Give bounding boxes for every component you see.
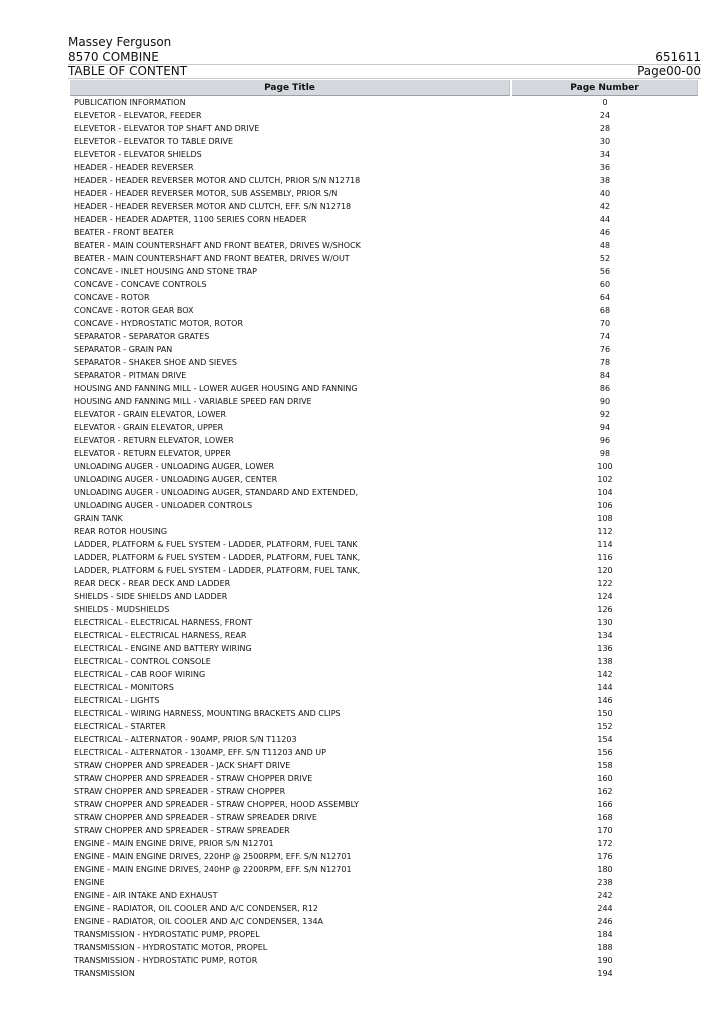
toc-row-title[interactable]: ELEVATOR - GRAIN ELEVATOR, LOWER — [74, 410, 227, 419]
toc-row[interactable] — [70, 434, 698, 447]
toc-row-page[interactable]: 184 — [597, 930, 613, 939]
toc-row[interactable] — [70, 785, 698, 798]
toc-row-title[interactable]: ELECTRICAL - WIRING HARNESS, MOUNTING BRACKETS AND CLIPS — [74, 709, 341, 718]
toc-row-title[interactable]: HOUSING AND FANNING MILL - LOWER AUGER HOUSING AND FANNING — [74, 384, 358, 393]
toc-row-page[interactable]: 102 — [597, 475, 613, 484]
toc-row[interactable] — [70, 915, 698, 928]
toc-row[interactable] — [70, 291, 698, 304]
toc-row[interactable] — [70, 239, 698, 252]
toc-row[interactable] — [70, 525, 698, 538]
toc-row-page[interactable]: 74 — [599, 332, 611, 341]
toc-row-page[interactable]: 86 — [599, 384, 611, 393]
toc-row-page[interactable]: 144 — [597, 683, 613, 692]
toc-row-page[interactable]: 0 — [602, 98, 608, 107]
toc-row[interactable] — [70, 954, 698, 967]
toc-row[interactable] — [70, 850, 698, 863]
toc-row[interactable] — [70, 876, 698, 889]
toc-row[interactable] — [70, 382, 698, 395]
toc-row-title[interactable]: ELEVETOR - ELEVATOR TO TABLE DRIVE — [74, 137, 234, 146]
toc-row-title[interactable]: TRANSMISSION - HYDROSTATIC PUMP, PROPEL — [74, 930, 260, 939]
toc-row-page[interactable]: 24 — [599, 111, 611, 120]
toc-row[interactable] — [70, 174, 698, 187]
column-header-title: Page Title — [70, 80, 510, 96]
toc-row-page[interactable]: 160 — [597, 774, 613, 783]
toc-row-page[interactable]: 48 — [599, 241, 611, 250]
toc-row-page[interactable]: 242 — [597, 891, 613, 900]
toc-row[interactable] — [70, 226, 698, 239]
toc-row-title[interactable]: ELECTRICAL - ENGINE AND BATTERY WIRING — [74, 644, 252, 653]
toc-row-title[interactable]: ELECTRICAL - CONTROL CONSOLE — [74, 657, 211, 666]
toc-row-page[interactable]: 114 — [597, 540, 613, 549]
toc-row-title[interactable]: ELEVATOR - RETURN ELEVATOR, UPPER — [74, 449, 231, 458]
toc-row-page[interactable]: 30 — [599, 137, 611, 146]
section-title: TABLE OF CONTENT — [68, 64, 188, 78]
toc-row[interactable] — [70, 200, 698, 213]
toc-row-title[interactable]: SEPARATOR - SHAKER SHOE AND SIEVES — [74, 358, 237, 367]
toc-row-page[interactable]: 90 — [599, 397, 611, 406]
toc-row-page[interactable]: 190 — [597, 956, 613, 965]
toc-row-title[interactable]: UNLOADING AUGER - UNLOADING AUGER, LOWER — [74, 462, 275, 471]
toc-row-title[interactable]: CONCAVE - CONCAVE CONTROLS — [74, 280, 207, 289]
toc-row-page[interactable]: 166 — [597, 800, 613, 809]
toc-row-page[interactable]: 158 — [597, 761, 613, 770]
toc-row-page[interactable]: 172 — [597, 839, 613, 848]
toc-row[interactable] — [70, 96, 698, 109]
toc-row-page[interactable]: 154 — [597, 735, 613, 744]
toc-row-title[interactable]: UNLOADING AUGER - UNLOADING AUGER, CENTER — [74, 475, 278, 484]
toc-row-page[interactable]: 130 — [597, 618, 613, 627]
toc-row-page[interactable]: 108 — [597, 514, 613, 523]
toc-row-page[interactable]: 38 — [599, 176, 611, 185]
toc-row-title[interactable]: STRAW CHOPPER AND SPREADER - STRAW CHOPPER, HOOD ASSEMBLY — [74, 800, 359, 809]
toc-row-page[interactable]: 92 — [599, 410, 611, 419]
toc-row-page[interactable]: 150 — [597, 709, 613, 718]
toc-row[interactable] — [70, 941, 698, 954]
toc-row[interactable] — [70, 317, 698, 330]
toc-row-page[interactable]: 96 — [599, 436, 611, 445]
toc-row[interactable] — [70, 148, 698, 161]
toc-row-title[interactable]: HEADER - HEADER REVERSER MOTOR AND CLUTCH, PRIOR S/N N12718 — [74, 176, 361, 185]
toc-row-page[interactable]: 98 — [599, 449, 611, 458]
toc-row-page[interactable]: 246 — [597, 917, 613, 926]
toc-row[interactable] — [70, 473, 698, 486]
toc-row-title[interactable]: ELEVATOR - GRAIN ELEVATOR, UPPER — [74, 423, 224, 432]
toc-row[interactable] — [70, 460, 698, 473]
toc-row-title[interactable]: LADDER, PLATFORM & FUEL SYSTEM - LADDER, PLATFORM, FUEL TANK — [74, 540, 358, 549]
toc-row-page[interactable]: 40 — [599, 189, 611, 198]
toc-row[interactable] — [70, 837, 698, 850]
toc-row-page[interactable]: 100 — [597, 462, 613, 471]
toc-row-page[interactable]: 176 — [597, 852, 613, 861]
toc-row[interactable] — [70, 642, 698, 655]
toc-row-title[interactable]: ELECTRICAL - STARTER — [74, 722, 166, 731]
toc-row-page[interactable]: 136 — [597, 644, 613, 653]
toc-row-title[interactable]: GRAIN TANK — [74, 514, 123, 523]
toc-row[interactable] — [70, 135, 698, 148]
page-indicator: Page00-00 — [637, 64, 701, 78]
toc-row-page[interactable]: 194 — [597, 969, 613, 978]
toc-row-title[interactable]: ENGINE - RADIATOR, OIL COOLER AND A/C CONDENSER, 134A — [74, 917, 324, 926]
toc-row-page[interactable]: 78 — [599, 358, 611, 367]
toc-row-title[interactable]: HEADER - HEADER REVERSER MOTOR AND CLUTCH, EFF. S/N N12718 — [74, 202, 352, 211]
toc-row[interactable] — [70, 278, 698, 291]
toc-row[interactable] — [70, 811, 698, 824]
toc-row-page[interactable]: 170 — [597, 826, 613, 835]
toc-row[interactable] — [70, 421, 698, 434]
toc-row[interactable] — [70, 681, 698, 694]
toc-row-page[interactable]: 162 — [597, 787, 613, 796]
toc-row[interactable] — [70, 707, 698, 720]
toc-row[interactable] — [70, 655, 698, 668]
section-divider — [68, 78, 701, 79]
toc-row-title[interactable]: STRAW CHOPPER AND SPREADER - JACK SHAFT DRIVE — [74, 761, 291, 770]
toc-row-title[interactable]: LADDER, PLATFORM & FUEL SYSTEM - LADDER, PLATFORM, FUEL TANK, — [74, 553, 361, 562]
toc-row[interactable] — [70, 395, 698, 408]
toc-row-title[interactable]: STRAW CHOPPER AND SPREADER - STRAW CHOPPER — [74, 787, 286, 796]
toc-row-title[interactable]: LADDER, PLATFORM & FUEL SYSTEM - LADDER, PLATFORM, FUEL TANK, — [74, 566, 361, 575]
toc-row-title[interactable]: ENGINE — [74, 878, 105, 887]
toc-row-title[interactable]: SHIELDS - SIDE SHIELDS AND LADDER — [74, 592, 228, 601]
toc-row-title[interactable]: HEADER - HEADER REVERSER MOTOR, SUB ASSEMBLY, PRIOR S/N — [74, 189, 338, 198]
toc-row-title[interactable]: ELECTRICAL - CAB ROOF WIRING — [74, 670, 206, 679]
toc-row[interactable] — [70, 512, 698, 525]
toc-row[interactable] — [70, 408, 698, 421]
toc-row[interactable] — [70, 551, 698, 564]
toc-body — [70, 96, 698, 980]
toc-row-title[interactable]: ENGINE - AIR INTAKE AND EXHAUST — [74, 891, 218, 900]
toc-row-page[interactable]: 34 — [599, 150, 611, 159]
toc-row-page[interactable]: 56 — [599, 267, 611, 276]
toc-row-title[interactable]: STRAW CHOPPER AND SPREADER - STRAW SPREADER DRIVE — [74, 813, 317, 822]
toc-row-title[interactable]: TRANSMISSION - HYDROSTATIC MOTOR, PROPEL — [74, 943, 268, 952]
toc-row-page[interactable]: 104 — [597, 488, 613, 497]
toc-row[interactable] — [70, 564, 698, 577]
toc-row[interactable] — [70, 122, 698, 135]
toc-row-page[interactable]: 36 — [599, 163, 611, 172]
toc-row-title[interactable]: REAR DECK - REAR DECK AND LADDER — [74, 579, 231, 588]
toc-row-page[interactable]: 146 — [597, 696, 613, 705]
toc-row[interactable] — [70, 538, 698, 551]
toc-row-title[interactable]: CONCAVE - HYDROSTATIC MOTOR, ROTOR — [74, 319, 244, 328]
toc-row[interactable] — [70, 109, 698, 122]
toc-row[interactable] — [70, 369, 698, 382]
toc-row[interactable] — [70, 447, 698, 460]
toc-row[interactable] — [70, 694, 698, 707]
toc-row-title[interactable]: CONCAVE - INLET HOUSING AND STONE TRAP — [74, 267, 257, 276]
column-header-page: Page Number — [512, 80, 698, 96]
toc-row-title[interactable]: SEPARATOR - GRAIN PAN — [74, 345, 173, 354]
toc-row[interactable] — [70, 603, 698, 616]
toc-row[interactable] — [70, 577, 698, 590]
toc-row-page[interactable]: 46 — [599, 228, 611, 237]
toc-row-page[interactable]: 244 — [597, 904, 613, 913]
toc-row-title[interactable]: ENGINE - MAIN ENGINE DRIVES, 220HP @ 2500RPM, EFF. S/N N12701 — [74, 852, 352, 861]
toc-row-page[interactable]: 64 — [599, 293, 611, 302]
toc-row-title[interactable]: ELEVATOR - RETURN ELEVATOR, LOWER — [74, 436, 234, 445]
toc-row-page[interactable]: 44 — [599, 215, 611, 224]
toc-row-page[interactable]: 120 — [597, 566, 613, 575]
toc-row-page[interactable]: 42 — [599, 202, 611, 211]
toc-row-page[interactable]: 116 — [597, 553, 613, 562]
toc-row-page[interactable]: 76 — [599, 345, 611, 354]
toc-row-title[interactable]: ELEVETOR - ELEVATOR TOP SHAFT AND DRIVE — [74, 124, 260, 133]
toc-row-title[interactable]: SHIELDS - MUDSHIELDS — [74, 605, 170, 614]
toc-row-title[interactable]: UNLOADING AUGER - UNLOADER CONTROLS — [74, 501, 253, 510]
toc-row[interactable] — [70, 616, 698, 629]
toc-row-page[interactable]: 152 — [597, 722, 613, 731]
toc-row-title[interactable]: ENGINE - RADIATOR, OIL COOLER AND A/C CONDENSER, R12 — [74, 904, 319, 913]
toc-row-page[interactable]: 156 — [597, 748, 613, 757]
toc-row-title[interactable]: TRANSMISSION - HYDROSTATIC PUMP, ROTOR — [74, 956, 258, 965]
toc-row-page[interactable]: 94 — [599, 423, 611, 432]
toc-row[interactable] — [70, 772, 698, 785]
toc-row-title[interactable]: ENGINE - MAIN ENGINE DRIVES, 240HP @ 2200RPM, EFF. S/N N12701 — [74, 865, 352, 874]
toc-row[interactable] — [70, 928, 698, 941]
toc-row-page[interactable]: 168 — [597, 813, 613, 822]
toc-row-title[interactable]: ELECTRICAL - ELECTRICAL HARNESS, FRONT — [74, 618, 253, 627]
toc-row-title[interactable]: SEPARATOR - PITMAN DRIVE — [74, 371, 187, 380]
toc-row-title[interactable]: ELEVETOR - ELEVATOR, FEEDER — [74, 111, 202, 120]
toc-row-page[interactable]: 112 — [597, 527, 613, 536]
toc-row[interactable] — [70, 902, 698, 915]
toc-row-page[interactable]: 124 — [597, 592, 613, 601]
toc-row[interactable] — [70, 759, 698, 772]
toc-row-title[interactable]: ELECTRICAL - LIGHTS — [74, 696, 160, 705]
toc-row-page[interactable]: 60 — [599, 280, 611, 289]
toc-row-title[interactable]: ENGINE - MAIN ENGINE DRIVE, PRIOR S/N N12701 — [74, 839, 274, 848]
brand-title: Massey Ferguson — [68, 35, 172, 49]
toc-row-title[interactable]: ELECTRICAL - MONITORS — [74, 683, 174, 692]
toc-header-row — [70, 80, 698, 96]
toc-row-title[interactable]: HEADER - HEADER ADAPTER, 1100 SERIES CORN HEADER — [74, 215, 307, 224]
toc-row[interactable] — [70, 330, 698, 343]
toc-row-title[interactable]: ELEVETOR - ELEVATOR SHIELDS — [74, 150, 202, 159]
toc-row-page[interactable]: 84 — [599, 371, 611, 380]
toc-row-title[interactable]: BEATER - FRONT BEATER — [74, 228, 174, 237]
toc-row-page[interactable]: 52 — [599, 254, 611, 263]
toc-row[interactable] — [70, 499, 698, 512]
toc-row-page[interactable]: 188 — [597, 943, 613, 952]
toc-row-title[interactable]: HEADER - HEADER REVERSER — [74, 163, 194, 172]
toc-row-title[interactable]: HOUSING AND FANNING MILL - VARIABLE SPEED FAN DRIVE — [74, 397, 312, 406]
toc-table — [68, 80, 700, 980]
toc-row[interactable] — [70, 629, 698, 642]
toc-row-page[interactable]: 126 — [597, 605, 613, 614]
model-title: 8570 COMBINE — [68, 50, 159, 64]
toc-row-page[interactable]: 180 — [597, 865, 613, 874]
toc-row-page[interactable]: 238 — [597, 878, 613, 887]
toc-row[interactable] — [70, 213, 698, 226]
toc-row-page[interactable]: 138 — [597, 657, 613, 666]
toc-row-page[interactable]: 122 — [597, 579, 613, 588]
doc-number: 651611 — [655, 50, 701, 64]
toc-row-page[interactable]: 142 — [597, 670, 613, 679]
toc-row-page[interactable]: 106 — [597, 501, 613, 510]
toc-row[interactable] — [70, 798, 698, 811]
toc-row[interactable] — [70, 863, 698, 876]
toc-row[interactable] — [70, 265, 698, 278]
toc-row-title[interactable]: REAR ROTOR HOUSING — [74, 527, 168, 536]
toc-row[interactable] — [70, 343, 698, 356]
toc-row[interactable] — [70, 720, 698, 733]
toc-row-title[interactable]: PUBLICATION INFORMATION — [74, 98, 186, 107]
toc-row-page[interactable]: 28 — [599, 124, 611, 133]
toc-row-title[interactable]: CONCAVE - ROTOR — [74, 293, 150, 302]
toc-row-page[interactable]: 68 — [599, 306, 611, 315]
toc-row-title[interactable]: BEATER - MAIN COUNTERSHAFT AND FRONT BEATER, DRIVES W/SHOCK — [74, 241, 361, 250]
toc-row[interactable] — [70, 733, 698, 746]
toc-row[interactable] — [70, 967, 698, 980]
toc-row[interactable] — [70, 590, 698, 603]
toc-row-page[interactable]: 134 — [597, 631, 613, 640]
toc-row-title[interactable]: BEATER - MAIN COUNTERSHAFT AND FRONT BEATER, DRIVES W/OUT — [74, 254, 350, 263]
toc-row-title[interactable]: UNLOADING AUGER - UNLOADING AUGER, STANDARD AND EXTENDED, — [74, 488, 359, 497]
toc-row[interactable] — [70, 187, 698, 200]
toc-row-title[interactable]: TRANSMISSION — [74, 969, 135, 978]
toc-row[interactable] — [70, 304, 698, 317]
toc-row[interactable] — [70, 486, 698, 499]
toc-row-title[interactable]: SEPARATOR - SEPARATOR GRATES — [74, 332, 210, 341]
toc-row-title[interactable]: ELECTRICAL - ALTERNATOR - 90AMP, PRIOR S/N T11203 — [74, 735, 297, 744]
toc-row-title[interactable]: STRAW CHOPPER AND SPREADER - STRAW SPREADER — [74, 826, 290, 835]
toc-row-title[interactable]: CONCAVE - ROTOR GEAR BOX — [74, 306, 194, 315]
toc-row[interactable] — [70, 746, 698, 759]
toc-row[interactable] — [70, 824, 698, 837]
toc-row-title[interactable]: ELECTRICAL - ELECTRICAL HARNESS, REAR — [74, 631, 247, 640]
toc-row[interactable] — [70, 668, 698, 681]
toc-row[interactable] — [70, 356, 698, 369]
toc-row-title[interactable]: STRAW CHOPPER AND SPREADER - STRAW CHOPPER DRIVE — [74, 774, 313, 783]
toc-row[interactable] — [70, 161, 698, 174]
toc-row[interactable] — [70, 252, 698, 265]
toc-row[interactable] — [70, 889, 698, 902]
toc-row-page[interactable]: 70 — [599, 319, 611, 328]
toc-row-title[interactable]: ELECTRICAL - ALTERNATOR - 130AMP, EFF. S/N T11203 AND UP — [74, 748, 326, 757]
